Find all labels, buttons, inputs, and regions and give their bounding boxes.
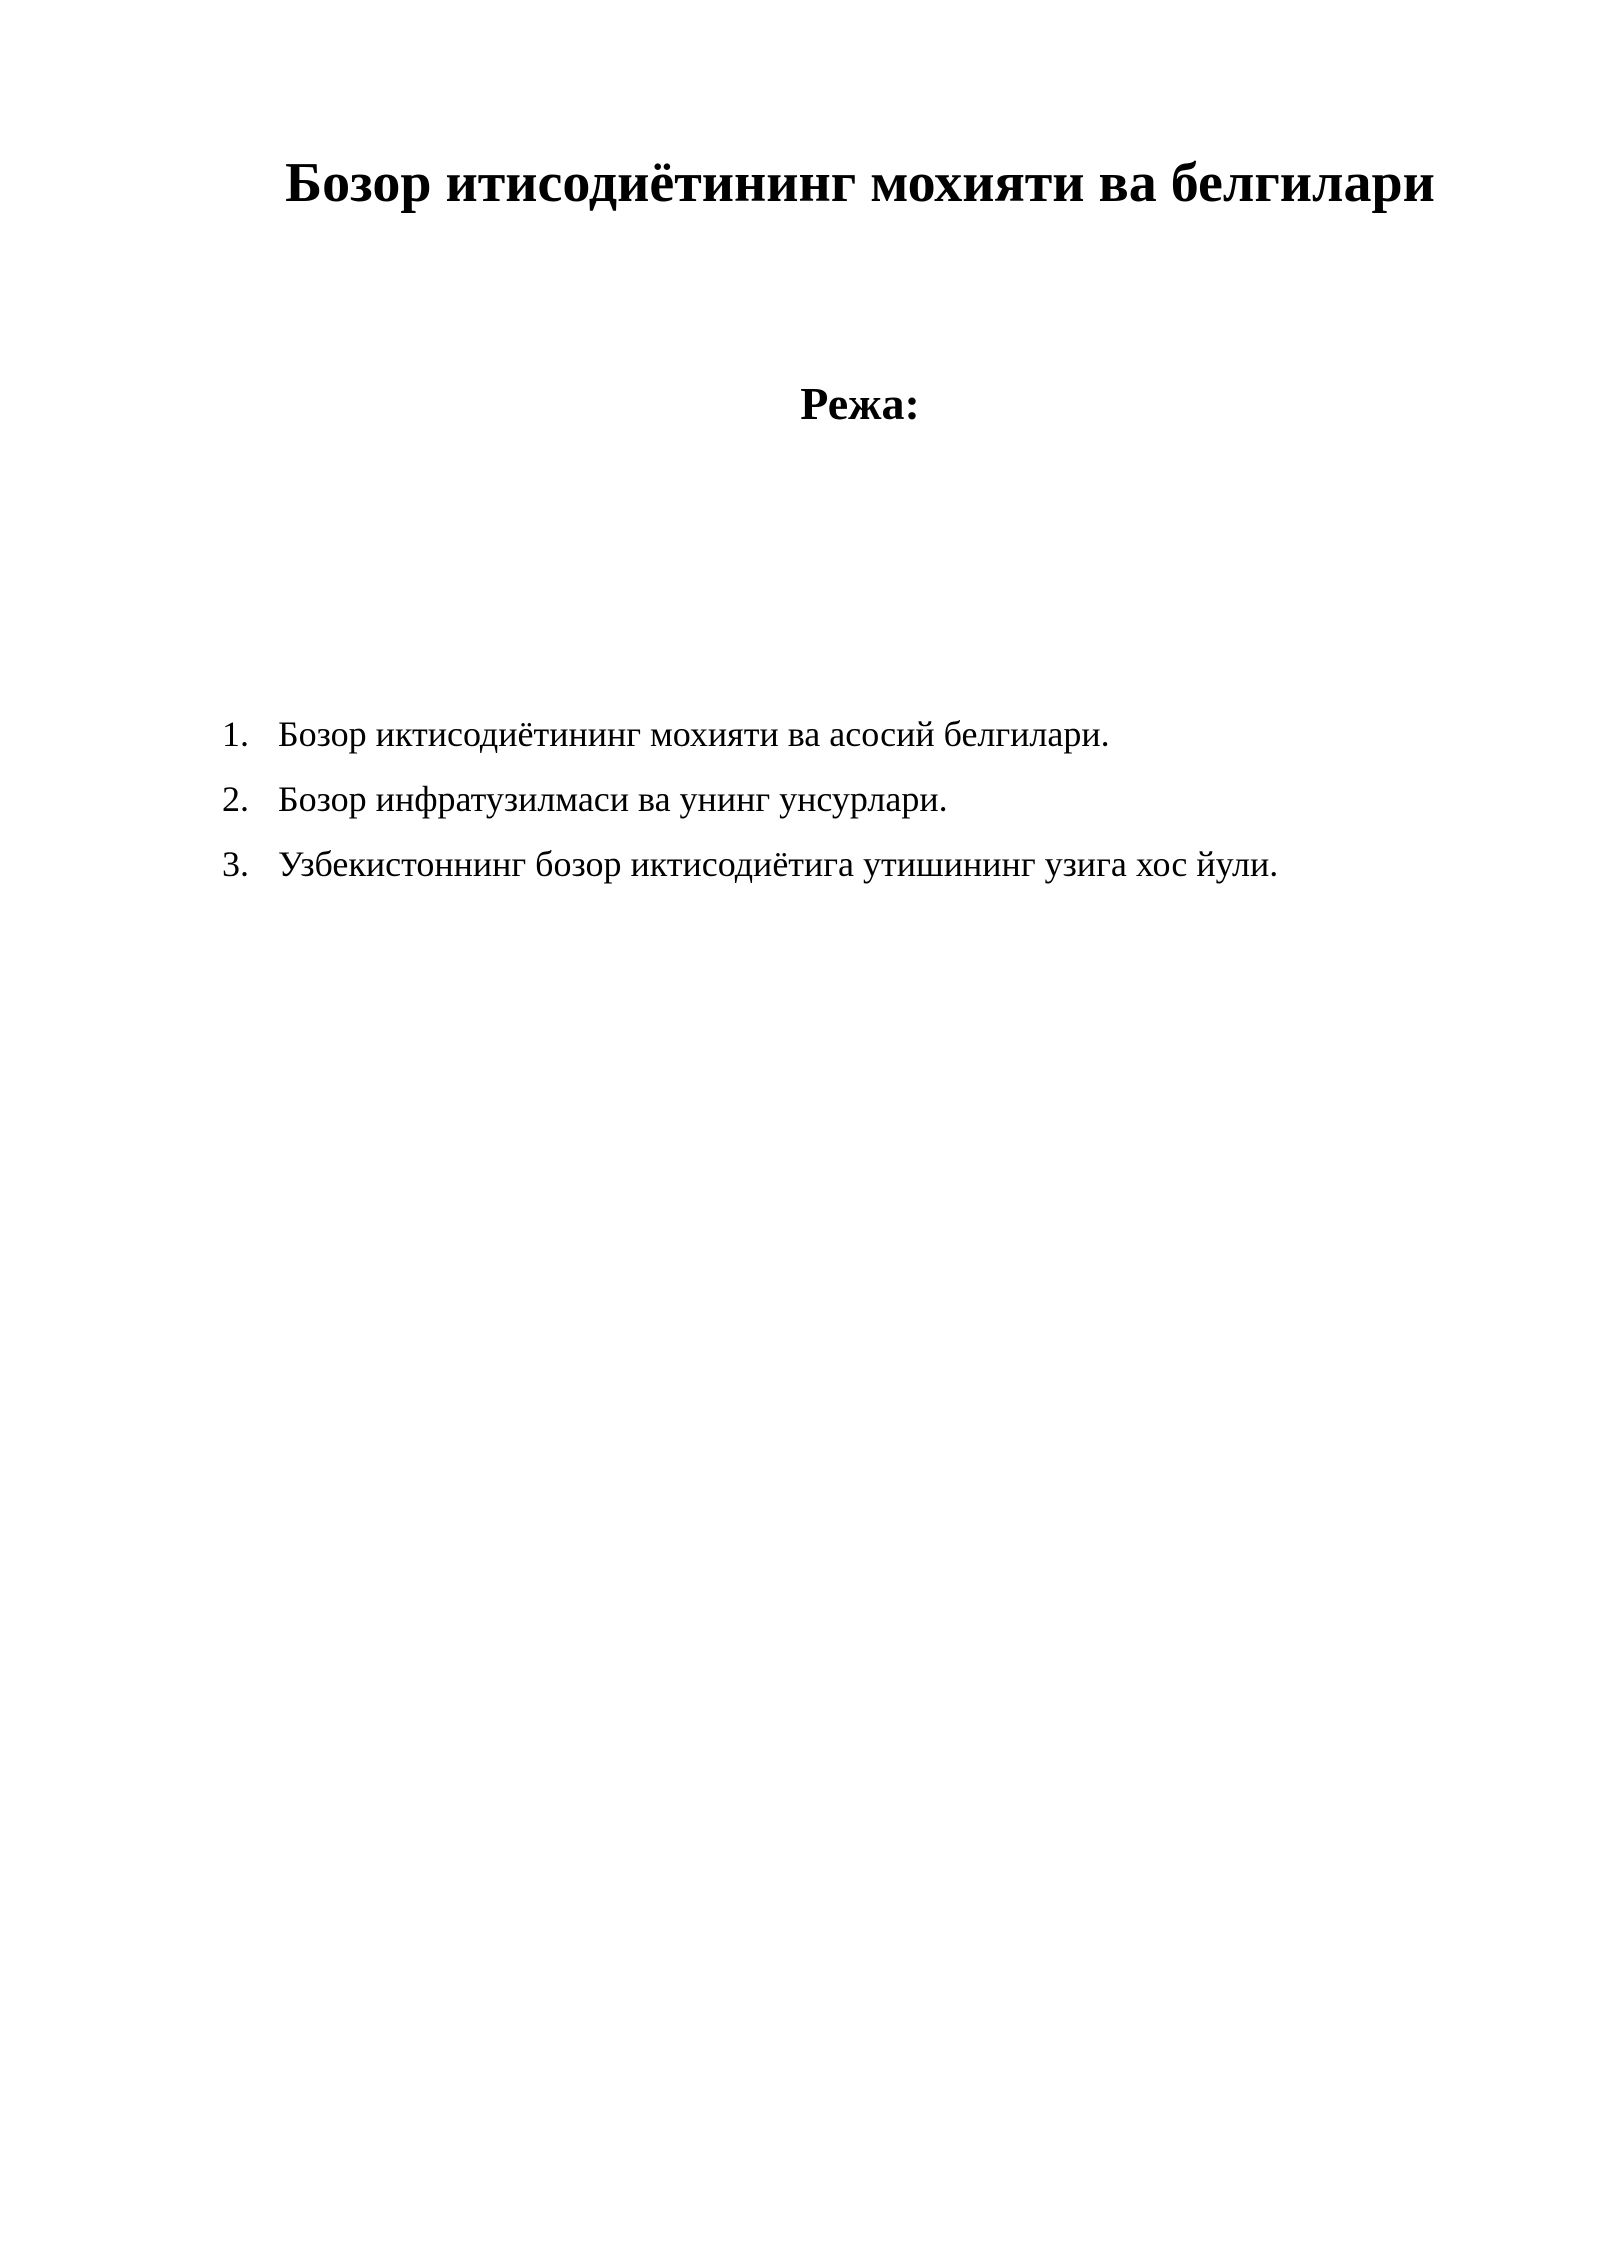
plan-item-number: 2. xyxy=(222,779,249,819)
plan-list xyxy=(222,712,1422,907)
plan-item-text: Бозор инфратузилмаси ва унинг унсурлари. xyxy=(278,779,948,819)
plan-item xyxy=(222,777,1422,842)
plan-item-text: Узбекистоннинг бозор иктисодиётига утишининг узига хос йули. xyxy=(278,844,1279,884)
plan-item-number: 1. xyxy=(222,714,249,754)
plan-item-number: 3. xyxy=(222,844,249,884)
document-title: Бозор итисодиётининг мохияти ва белгилари xyxy=(285,152,1435,214)
plan-item xyxy=(222,712,1422,777)
plan-heading: Режа: xyxy=(800,378,920,429)
plan-item xyxy=(222,842,1422,907)
plan-item-text: Бозор иктисодиётининг мохияти ва асосий белгилари. xyxy=(278,714,1110,754)
